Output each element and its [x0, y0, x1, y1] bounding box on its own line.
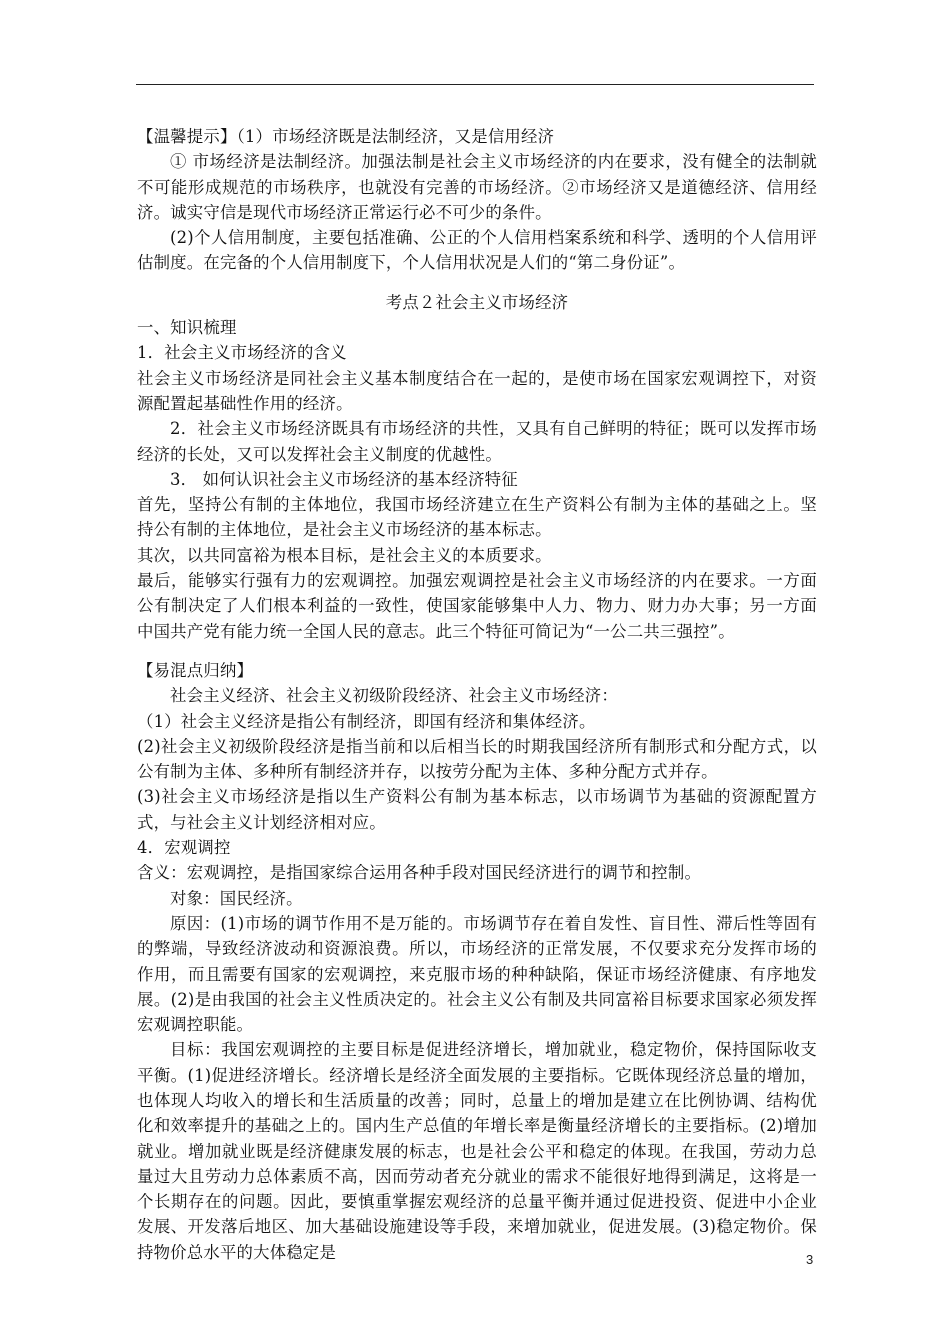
confusion-intro: 社会主义经济、社会主义初级阶段经济、社会主义市场经济： — [170, 686, 618, 706]
macro-definition: 含义：宏观调控，是指国家综合运用各种手段对国民经济进行的调节和控制。 — [137, 863, 702, 883]
item-1-body: 社会主义市场经济是同社会主义基本制度结合在一起的，是使市场在国家宏观调控下，对资源配置起基础性作用的经济。 — [137, 368, 817, 413]
tip-heading: 【温馨提示】（1）市场经济既是法制经济，又是信用经济 — [137, 127, 555, 146]
item-1-heading: 1．社会主义市场经济的含义 — [137, 343, 347, 363]
section-title: 考点２社会主义市场经济 — [385, 292, 569, 312]
macro-object: 对象：国民经济。 — [170, 888, 303, 908]
document-body — [137, 124, 817, 1265]
confusion-item-2: (2)社会主义初级阶段经济是指当前和以后相当长的时期我国经济所有制形式和分配方式，以公有制为主体、多种所有制经济并存，以按劳分配为主体、多种分配方式并存。 — [137, 736, 817, 782]
item-3-heading: 3． 如何认识社会主义市场经济的基本经济特征 — [170, 469, 518, 489]
subsection-heading: 一、知识梳理 — [137, 318, 237, 338]
feature-second: 其次，以共同富裕为根本目标，是社会主义的本质要求。 — [137, 545, 552, 565]
tip-paragraph-2: (2)个人信用制度，主要包括准确、公正的个人信用档案系统和科学、透明的个人信用评估制度。在完备的个人信用制度下，个人信用状况是人们的“第二身份证”。 — [137, 228, 817, 273]
confusion-item-3: (3)社会主义市场经济是指以生产资料公有制为基本标志，以市场调节为基础的资源配置方式，与社会主义计划经济相对应。 — [137, 787, 817, 832]
item-2-body: 2．社会主义市场经济既具有市场经济的共性，又具有自己鲜明的特征；既可以发挥市场经济的长处，又可以发挥社会主义制度的优越性。 — [137, 419, 817, 464]
feature-first: 首先，坚持公有制的主体地位，我国市场经济建立在生产资料公有制为主体的基础之上。坚持公有制的主体地位，是社会主义市场经济的基本标志。 — [137, 495, 817, 540]
confusion-heading: 【易混点归纳】 — [137, 660, 254, 680]
page-number: 3 — [806, 1252, 814, 1267]
macro-reason: 原因：(1)市场的调节作用不是万能的。市场调节存在着自发性、盲目性、滞后性等固有的弊端，导致经济波动和资源浪费。所以，市场经济的正常发展，不仅要求充分发挥市场的作用，而且需要有国家的宏观调控，来克服市场的种种缺陷，保证市场经济健康、有序地发展。(2)是由我国的社会主义性质决定的。社会主义公有制及共同富裕目标要求国家必须发挥宏观调控职能。 — [137, 913, 817, 1035]
confusion-item-1: （1）社会主义经济是指公有制经济，即国有经济和集体经济。 — [137, 711, 596, 731]
tip-paragraph-1: ① 市场经济是法制经济。加强法制是社会主义市场经济的内在要求，没有健全的法制就不可能形成规范的市场秩序，也就没有完善的市场经济。②市场经济又是道德经济、信用经济。诚实守信是现代市场经济正常运行必不可少的条件。 — [137, 152, 817, 222]
macro-goal: 目标：我国宏观调控的主要目标是促进经济增长，增加就业，稳定物价，保持国际收支平衡。(1)促进经济增长。经济增长是经济全面发展的主要指标。它既体现经济总量的增加，也体现人均收入的增长和生活质量的改善；同时，总量上的增加是建立在比例协调、结构优化和效率提升的基础之上的。国内生产总值的年增长率是衡量经济增长的主要指标。(2)增加就业。增加就业既是经济健康发展的标志，也是社会公平和稳定的体现。在我国，劳动力总量过大且劳动力总体素质不高，因而劳动者充分就业的需求不能很好地得到满足，这将是一个长期存在的问题。因此，要慎重掌握宏观经济的总量平衡并通过促进投资、促进中小企业发展、开发落后地区、加大基础设施建设等手段，来增加就业，促进发展。(3)稳定物价。保持物价总水平的大体稳定是 — [137, 1040, 817, 1262]
item-4-heading: 4．宏观调控 — [137, 838, 231, 858]
header-rule — [136, 84, 814, 85]
feature-third: 最后，能够实行强有力的宏观调控。加强宏观调控是社会主义市场经济的内在要求。一方面公有制决定了人们根本利益的一致性，使国家能够集中人力、物力、财力办大事；另一方面中国共产党有能力统一全国人民的意志。此三个特征可简记为“一公二共三强控”。 — [137, 571, 817, 641]
